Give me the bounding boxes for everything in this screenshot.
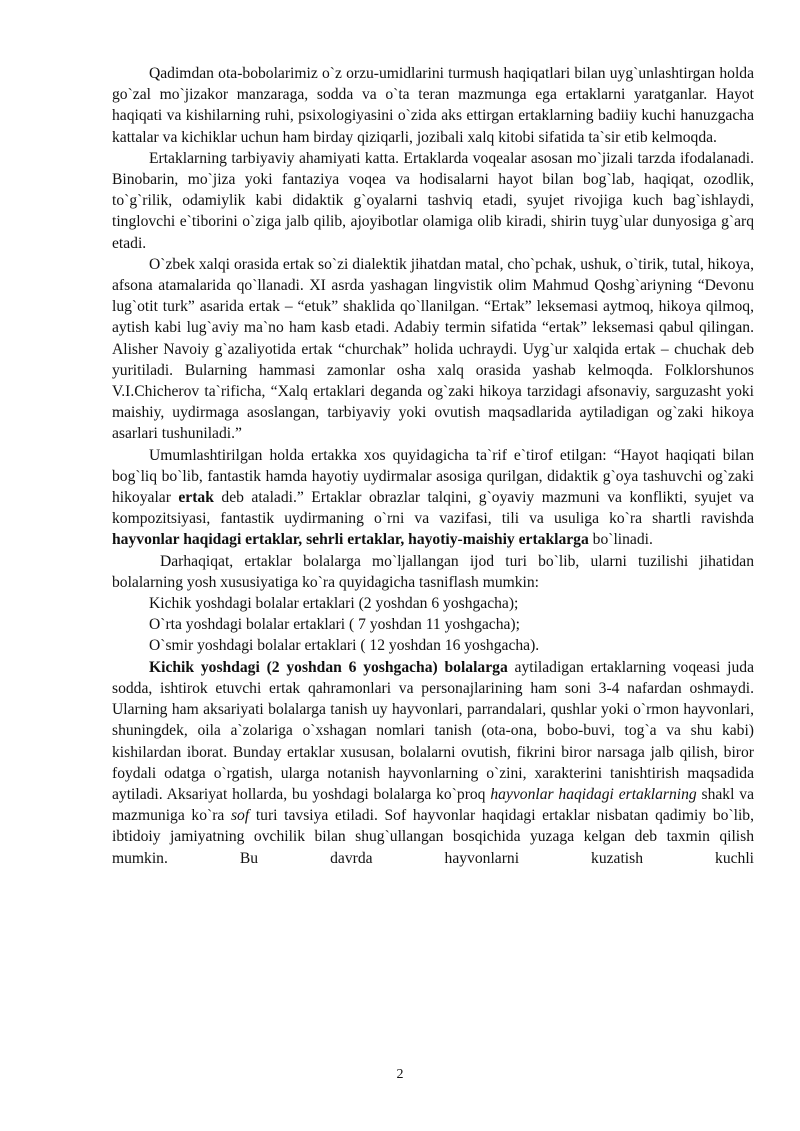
definition-text-c: deb ataladi.” Ertaklar obrazlar talqini, g`oyaviy mazmuni va konflikti, syujet va kompozitsiyasi, fantastik uydirmaning o`rni va vazifasi, tili va usuliga ko`ra shartli ravishda <box>112 489 754 528</box>
list-item-teen-age: O`smir yoshdagi bolalar ertaklari ( 12 yoshdan 16 yoshgacha). <box>149 637 540 655</box>
list-item-small-age: Kichik yoshdagi bolalar ertaklari (2 yoshdan 6 yoshgacha); <box>149 595 519 613</box>
paragraph-etymology: O`zbek xalqi orasida ertak so`zi dialektik jihatdan matal, cho`pchak, ushuk, o`tirik, tutal, hikoya, afsona atamalarida qo`llanadi. XI asrda yashagan lingvistik olim Mahmud Qoshg`ariyning “Devonu lug`otit turk” asarida ertak – “etuk” shaklida qo`llanilgan. “Ertak” leksemasi aytmoq, hikoya qilmoq, aytish kabi lug`aviy ma`no ham kasb etadi. Adabiy termin sifatida “ertak” leksemasi qabul qilingan. Alisher Navoiy g`azaliyotida ertak “churchak” holida uchraydi. Uyg`ur xalqida ertak – chuchak deb yuritiladi. Bularning hammasi zamonlar osha xalq orasida yashab kelmoqda. Folklorshunos V.I.Chicherov ta`rificha, “Xalq ertaklari deganda og`zaki hikoya tarzidagi afsonaviy, sarguzasht yoki maishiy, uydirmaga asoslangan, tarbiyaviy yoki ovutish maqsadlarida aytiladigan og`zaki hikoya asarlari tushuniladi.” <box>112 255 754 443</box>
page-number: 2 <box>396 1067 404 1082</box>
small-children-italic-animals: hayvonlar haqidagi ertaklarning <box>490 785 697 803</box>
paragraph-small-children <box>112 657 754 869</box>
paragraph-intro: Qadimdan ota-bobolarimiz o`z orzu-umidlarini turmush haqiqatlari bilan uyg`unlashtirgan holda go`zal mo`jizakor manzaraga, sodda va o`ta teran mazmunga ega ertaklarni yaratganlar. Hayot haqiqati va kishilarning ruhi, psixologiyasini o`zida aks ettirgan ertaklarning badiiy kuchi hanuzgacha kattalar va kichiklar uchun ham birday qiziqarli, jozibali xalq kitobi sifatida ta`sir etib kelmoqda. <box>112 65 754 146</box>
definition-categories: hayvonlar haqidagi ertaklar, sehrli ertaklar, hayotiy-maishiy ertaklarga <box>112 531 589 549</box>
paragraph-classification: Darhaqiqat, ertaklar bolalarga mo`ljallangan ijod turi bo`lib, ularni tuzilishi jihatidan bolalarning yosh xususiyatiga ko`ra quyidagicha tasniflash mumkin: <box>112 552 754 591</box>
paragraph-educational-value: Ertaklarning tarbiyaviy ahamiyati katta. Ertaklarda voqealar asosan mo`jizali tarzda ifodalanadi. Binobarin, mo`jiza yoki fantaziya voqea va hodisalarni hayot bilan bog`lab, haqiqat, ozodlik, to`g`rilik, odamiylik kabi didaktik g`oyalarni tashviq etadi, syujet rivojiga kuch bag`ishlaydi, tinglovchi e`tiborini o`ziga jalb qilib, ajoyibotlar olamiga olib kiradi, shirin tuyg`ular dunyosiga g`arq etadi. <box>112 149 754 252</box>
small-children-italic-sof: sof <box>230 807 250 825</box>
list-item-middle-age: O`rta yoshdagi bolalar ertaklari ( 7 yoshdan 11 yoshgacha); <box>149 616 520 634</box>
definition-term-ertak: ertak <box>178 489 214 507</box>
small-children-text-a: aytiladigan ertaklarning voqeasi juda sodda, ishtirok etuvchi ertak qahramonlari va personajlarining ham soni 3-4 nafardan oshmaydi. Ularning ham aksariyati bolalarga tanish uy hayvonlari, parrandalari, qushlar yoki o`rmon hayvonlari, shuningdek, oila a`zolariga o`xshagan nomlari tanish (ota-ona, bobo-buvi, tog`a va shu kabi) kishilardan iborat. Bunday ertaklar xususan, bolalarni ovutish, fikrini biror narsaga jalb qilish, biror foydali odatga o`rgatish, ularga notanish hayvonlarning o`zini, xarakterini tanishtirish maqsadida aytiladi. Aksariyat hollarda, bu yoshdagi bolalarga ko`proq <box>112 658 754 803</box>
definition-text-a: Umumlashtirilgan holda ertakka xos quyidagicha ta`rif e`tirof etilgan: “Hayot haqiqati bilan bog`liq bo`lib, fantastik hamda hayotiy uydirmalar asosiga qurilgan, didaktik g`oya tashuvchi og`zaki hikoyalar <box>112 446 754 507</box>
small-children-text-b: shakl va mazmuniga ko`ra <box>112 785 754 825</box>
document-page <box>112 63 754 869</box>
small-children-text-c: turi tavsiya etiladi. Sof hayvonlar haqidagi ertaklar nisbatan qadimiy bo`lib, ibtidoiy jamiyatning ovchilik bilan shug`ullangan bosqichida yuzaga kelgan deb taxmin qilish mumkin. Bu davrda hayvonlarni kuzatish kuchli <box>112 807 754 867</box>
small-children-heading: Kichik yoshdagi (2 yoshdan 6 yoshgacha) bolalarga <box>149 658 508 676</box>
paragraph-definition <box>112 445 754 551</box>
definition-text-d: bo`linadi. <box>588 531 653 549</box>
